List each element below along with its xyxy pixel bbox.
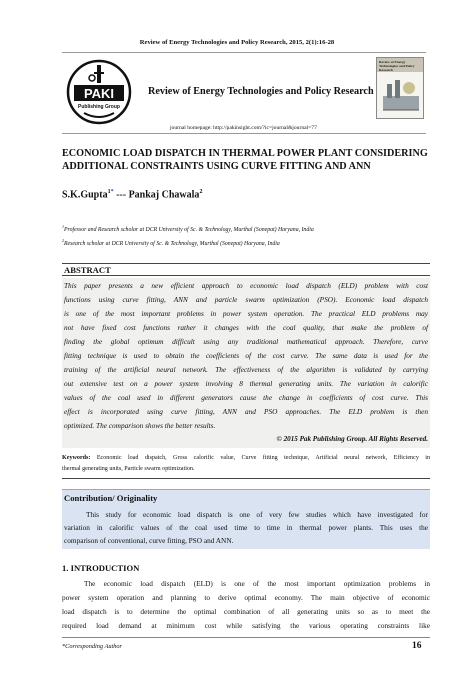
- abstract-line: not have fixed cost functions rather it changes with the coal quality, that make the problem of: [64, 323, 428, 332]
- abstract-line: training of the artificial neural network. The effectiveness of the algorithm is validated by carrying: [64, 365, 428, 374]
- affiliation-2-text: Research scholar at DCR University of Sc. & Technology, Murthal (Sonepat) Haryana, India: [64, 240, 280, 247]
- affiliation-1: [62, 224, 314, 233]
- paper-title-line-1: ECONOMIC LOAD DISPATCH IN THERMAL POWER PLANT CONSIDERING: [62, 148, 428, 159]
- abstract-line: finding the global optimum difficult using any traditional mathematical approach. Therefore, curve: [64, 337, 428, 346]
- corresponding-mark: *: [110, 189, 114, 195]
- contribution-line: This study for economic load dispatch is one of very few studies which have investigated for: [86, 510, 428, 519]
- journal-title: Review of Energy Technologies and Policy Research: [148, 86, 374, 97]
- logo-wordmark: PAKI: [83, 86, 115, 101]
- abstract-line: effect is incorporated using curve fitting, ANN and PSO approaches. The ELD problem is then: [64, 407, 428, 416]
- contribution-line: comparison of conventional, curve fitting, PSO and ANN.: [64, 536, 234, 545]
- journal-masthead: [62, 52, 426, 134]
- affiliation-2: [62, 238, 280, 247]
- affiliation-1-mark: 1: [62, 224, 64, 229]
- paper-title: [62, 147, 432, 173]
- abstract-line: out extensive test on a power system involving 8 thermal generating units. The variation in calorific: [64, 379, 428, 388]
- abstract-heading: ABSTRACT: [62, 263, 430, 276]
- affiliation-2-mark: 2: [62, 238, 64, 243]
- intro-line: load dispatch is to determine the optimal combination of all generating units so as to meet the: [62, 607, 430, 616]
- intro-line: required load demand at minimum cost while satisfying the various operating constraints like: [62, 621, 430, 630]
- author-1-affil-mark: 1: [107, 189, 111, 195]
- abstract-line: This paper presents a new efficient approach to economic load dispatch (ELD) problem with cost: [64, 281, 428, 290]
- contribution-line: variation in calorific values of the coal used time to time in thermal power plants. This uses the: [64, 523, 428, 532]
- abstract-line: fitting technique is used to obtain the coefficients of the cost curve. The same data is used for the: [64, 351, 428, 360]
- author-separator: ---: [113, 189, 129, 201]
- keywords-text-1: Economic load dispatch, Gross calorific value, Curve fitting technique, Artificial neural network, Efficiency in: [90, 455, 430, 461]
- journal-homepage-link[interactable]: journal homepage: http://pakinsight.com/?ic=journal&journal=77: [170, 125, 317, 131]
- abstract-line: values of the coal used in different generators cause the change in coefficients of cost curve. This: [64, 393, 428, 402]
- running-head: Review of Energy Technologies and Policy Research, 2015, 2(1):16-28: [139, 39, 335, 46]
- copyright-notice: © 2015 Pak Publishing Group. All Rights Reserved.: [276, 435, 428, 443]
- author-1: S.K.Gupta: [62, 189, 108, 201]
- affiliation-1-text: Professor and Research scholar at DCR University of Sc. & Technology, Murthal (Sonepat) Haryana, India: [64, 226, 314, 233]
- page-number: 16: [412, 641, 422, 651]
- author-list: [62, 189, 202, 200]
- intro-line: power system operation and planning to derive optimal economy. The main objective of economic: [62, 593, 430, 602]
- journal-cover-thumbnail: [376, 57, 424, 119]
- keywords-line-1: [62, 453, 430, 464]
- keywords: [62, 453, 430, 479]
- paper-title-line-2: ADDITIONAL CONSTRAINTS USING CURVE FITTING AND ANN: [62, 161, 371, 172]
- abstract-line: functions using curve fitting, ANN and particle swarm optimization (PSO). Economic load dispatch: [64, 295, 428, 304]
- keywords-text-2: thermal generating units, Particle swarm optimization.: [62, 466, 195, 472]
- publisher-logo: [66, 59, 132, 125]
- abstract-line: optimized. The comparison shows the better results.: [64, 421, 216, 430]
- corresponding-author-footnote: *Corresponding Author: [62, 643, 123, 650]
- cover-title: Review of Energy Technologies and Policy Research: [379, 60, 415, 72]
- keywords-label: Keywords:: [62, 455, 91, 461]
- cover-illustration: [381, 76, 421, 114]
- intro-line: The economic load dispatch (ELD) is one of the most important optimization problems in: [84, 579, 430, 588]
- abstract-body: [62, 278, 430, 448]
- contribution-heading: Contribution/ Originality: [64, 493, 158, 503]
- footer-divider: [62, 637, 430, 638]
- author-2: Pankaj Chawala: [128, 189, 200, 201]
- author-2-affil-mark: 2: [199, 189, 203, 195]
- section-heading-introduction: 1. INTRODUCTION: [62, 563, 140, 573]
- logo-subtext: Publishing Group: [78, 104, 120, 110]
- abstract-line: is one of the most important problems in power system operation. The practical ELD problems may: [64, 309, 428, 318]
- contribution-box: [62, 489, 430, 549]
